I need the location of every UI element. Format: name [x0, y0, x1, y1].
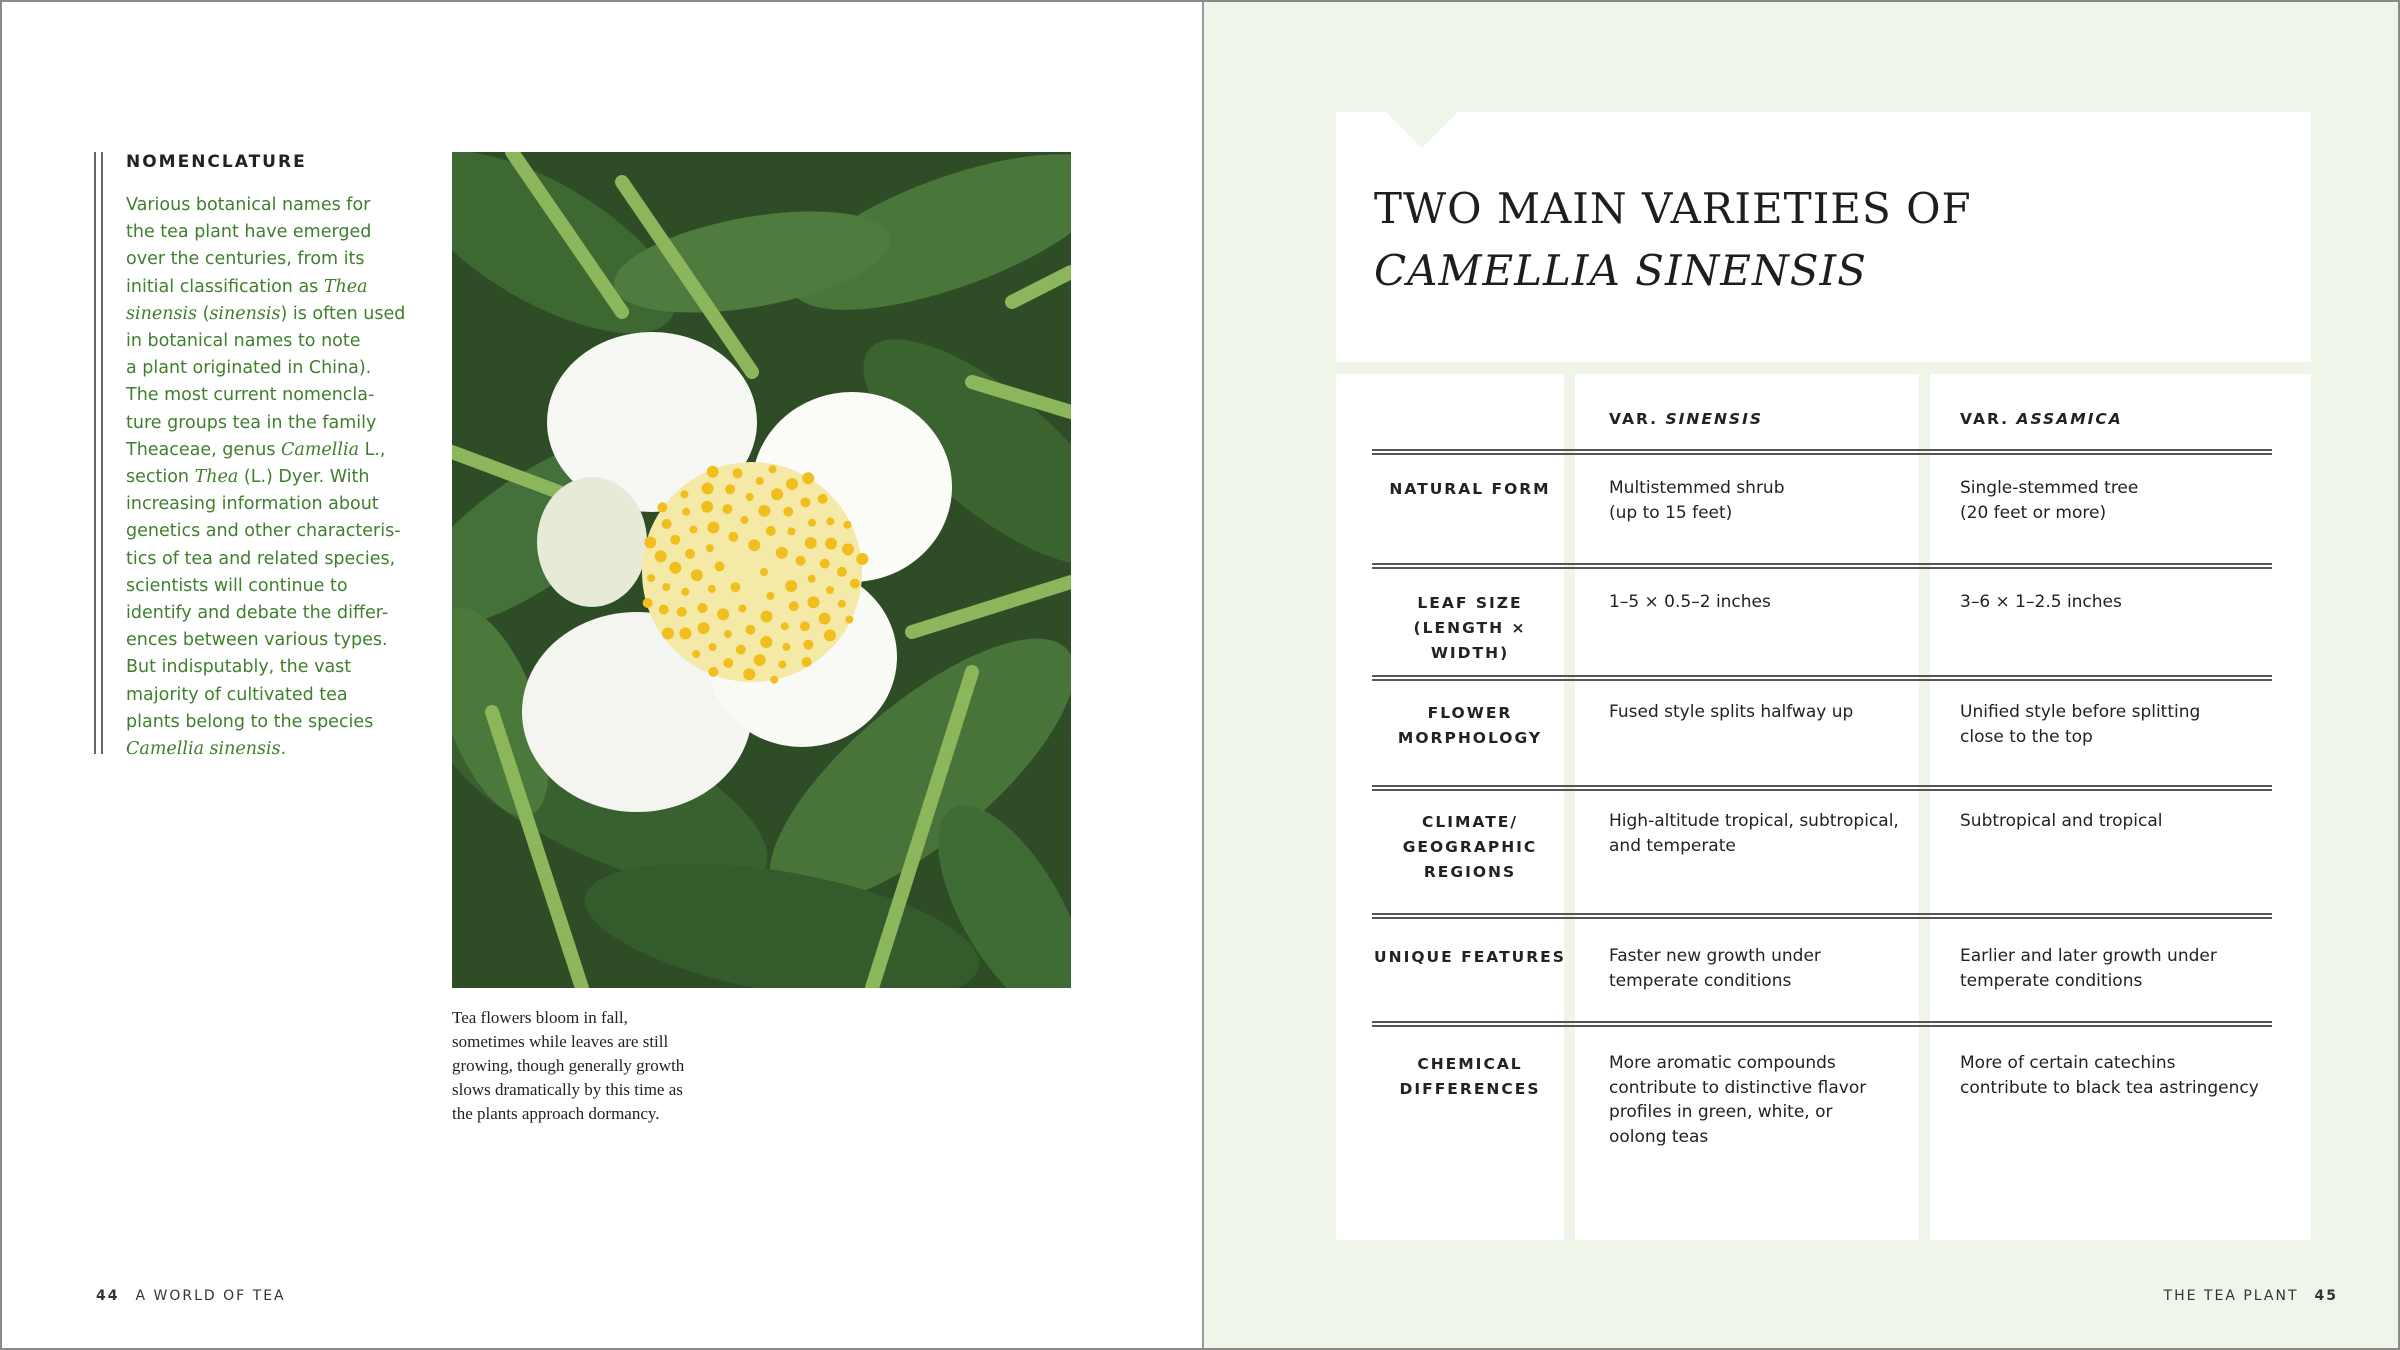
- stamen-dot: [808, 575, 816, 583]
- stamen-dot: [691, 569, 703, 581]
- stamen-dot: [776, 547, 788, 559]
- col-header-prefix: VAR.: [1960, 410, 2017, 428]
- stamen-dot: [717, 608, 729, 620]
- cell-line: contribute to black tea astringency: [1960, 1077, 2259, 1098]
- stamen-dot: [805, 537, 817, 549]
- row-label-line: CHEMICAL: [1417, 1055, 1523, 1073]
- photo-caption: [452, 1006, 752, 1126]
- sidebar-line: [126, 192, 416, 219]
- stamen-dot: [662, 627, 674, 639]
- row-label: [1372, 591, 1568, 666]
- caption-line: slows dramatically by this time as: [452, 1080, 683, 1099]
- stamen-dot: [787, 527, 795, 535]
- stamen-dot: [745, 625, 755, 635]
- stamen-dot: [709, 643, 717, 651]
- cell-sinensis: [1609, 590, 1909, 615]
- stamen-dot: [781, 622, 789, 630]
- stamen-dot: [802, 657, 812, 667]
- sidebar-text: genetics and other characteris-: [126, 521, 401, 542]
- sidebar-line: [126, 355, 416, 382]
- sidebar-text: initial classification as: [126, 276, 324, 297]
- stamen-dot: [771, 488, 783, 500]
- sidebar-text: scientists will continue to: [126, 575, 348, 596]
- sidebar-line: [126, 437, 416, 464]
- cell-assamica: [1960, 700, 2270, 749]
- stamen-dot: [778, 661, 786, 669]
- title-line-2: CAMELLIA SINENSIS: [1374, 246, 1867, 295]
- row-label-line: LEAF SIZE: [1417, 594, 1523, 612]
- row-label: [1372, 945, 1568, 970]
- stamen-dot: [736, 645, 746, 655]
- stamen-dot: [708, 667, 718, 677]
- cell-line: temperate conditions: [1960, 970, 2143, 991]
- stamen-dot: [738, 605, 746, 613]
- stamen-dot: [723, 658, 733, 668]
- sidebar-line: [126, 682, 416, 709]
- stamen-dot: [754, 654, 766, 666]
- sidebar-text: The most current nomencla-: [126, 385, 375, 406]
- sidebar-text: increasing information about: [126, 494, 379, 515]
- stamen-dot: [826, 517, 834, 525]
- stamen-dot: [760, 636, 772, 648]
- stamen-dot: [707, 522, 719, 534]
- stamen-dot: [770, 676, 778, 684]
- stamen-dot: [825, 538, 837, 550]
- sidebar-text: (: [197, 303, 210, 324]
- stamen-dot: [725, 484, 735, 494]
- row-label: [1372, 810, 1568, 885]
- stamen-dot: [698, 603, 708, 613]
- stamen-dot: [662, 519, 672, 529]
- cell-line: More of certain catechins: [1960, 1053, 2176, 1073]
- stamen-dot: [766, 592, 774, 600]
- sidebar-line: [126, 546, 416, 573]
- cell-assamica: [1960, 590, 2270, 615]
- row-rule: [1372, 913, 2272, 919]
- sidebar-line: [126, 301, 416, 328]
- cell-line: Faster new growth under: [1609, 946, 1821, 966]
- stamen-dot: [743, 668, 755, 680]
- stamen-dot: [818, 494, 828, 504]
- sidebar-italic: Thea: [323, 276, 368, 297]
- left-page: [2, 2, 1202, 1348]
- cell-line: Multistemmed shrub: [1609, 478, 1785, 498]
- cell-sinensis: [1609, 809, 1909, 858]
- cell-line: Subtropical and tropical: [1960, 811, 2163, 831]
- sidebar-italic: Camellia: [281, 439, 360, 460]
- stamen-dot: [796, 556, 806, 566]
- stamen-dot: [707, 466, 719, 478]
- sidebar-text: ences between various types.: [126, 630, 388, 651]
- stamen-dot: [724, 630, 732, 638]
- sidebar-text: Theaceae, genus: [126, 439, 282, 460]
- sidebar-line: [126, 654, 416, 681]
- row-label: [1372, 1052, 1568, 1102]
- stamen-dot: [789, 601, 799, 611]
- cell-assamica: [1960, 944, 2270, 993]
- stamen-dot: [769, 465, 777, 473]
- sidebar-text: .: [280, 739, 287, 760]
- right-folio: [2164, 1288, 2338, 1304]
- stamen-dot: [783, 507, 793, 517]
- sidebar-text: majority of cultivated tea: [126, 684, 348, 705]
- stamen-dot: [843, 521, 851, 529]
- sidebar-line: [126, 573, 416, 600]
- tea-flower-photo: [452, 152, 1071, 988]
- stamen-dot: [655, 550, 667, 562]
- sidebar-line: [126, 328, 416, 355]
- stamen-dot: [760, 568, 768, 576]
- stamen-dot: [824, 629, 836, 641]
- cell-line: temperate conditions: [1609, 970, 1792, 991]
- sidebar-italic: sinensis: [126, 303, 198, 324]
- cell-line: close to the top: [1960, 726, 2093, 747]
- stamen-dot: [669, 562, 681, 574]
- cell-line: and temperate: [1609, 835, 1736, 856]
- row-rule: [1372, 675, 2272, 681]
- stamen-dot: [820, 559, 830, 569]
- cell-line: Unified style before splitting: [1960, 702, 2201, 722]
- stamen-dot: [758, 505, 770, 517]
- sidebar-line: [126, 219, 416, 246]
- sidebar-text: Various botanical names for: [126, 195, 371, 215]
- caption-line: growing, though generally growth: [452, 1056, 685, 1075]
- sidebar-text: ) is often used: [280, 303, 406, 324]
- running-head-left: A WORLD OF TEA: [135, 1288, 286, 1304]
- stamen-dot: [657, 502, 667, 512]
- stamen-dot: [766, 526, 776, 536]
- tea-flower-illustration: [452, 152, 1071, 988]
- sidebar-line: [126, 246, 416, 273]
- col-header-sinensis: [1609, 410, 1763, 428]
- page-title: [1374, 178, 1972, 302]
- row-label-line: CLIMATE/: [1421, 813, 1519, 831]
- running-head-right: THE TEA PLANT: [2163, 1288, 2299, 1304]
- sidebar-text: identify and debate the differ-: [126, 603, 389, 624]
- row-label-line: GEOGRAPHIC: [1402, 838, 1538, 856]
- stamen-dot: [715, 561, 725, 571]
- stamen-dot: [761, 611, 773, 623]
- sidebar-line: [126, 410, 416, 437]
- cell-line: More aromatic compounds: [1609, 1053, 1836, 1073]
- row-rule: [1372, 785, 2272, 791]
- stamen-dot: [692, 650, 700, 658]
- sidebar-text: in botanical names to note: [126, 331, 361, 352]
- stamen-dot: [842, 543, 854, 555]
- cell-line: oolong teas: [1609, 1126, 1709, 1147]
- stamen-dot: [685, 549, 695, 559]
- sidebar-line: [126, 491, 416, 518]
- row-label: [1372, 701, 1568, 751]
- caption-line: Tea flowers bloom in fall,: [452, 1008, 628, 1027]
- cell-assamica: [1960, 476, 2270, 525]
- caption-line: sometimes while leaves are still: [452, 1032, 669, 1051]
- right-page: [1202, 2, 2398, 1348]
- sidebar-line: [126, 382, 416, 409]
- cell-line: contribute to distinctive flavor: [1609, 1077, 1867, 1098]
- stamen-dot: [803, 640, 813, 650]
- stamen-dot: [698, 622, 710, 634]
- row-label-line: UNIQUE FEATURES: [1374, 948, 1566, 966]
- stamen-dot: [856, 553, 868, 565]
- stamen-dot: [845, 616, 853, 624]
- sidebar-line: [126, 600, 416, 627]
- cell-sinensis: [1609, 476, 1909, 525]
- row-label-line: NATURAL FORM: [1389, 480, 1551, 498]
- sidebar-text: plants belong to the species: [126, 711, 374, 732]
- title-line-1: TWO MAIN VARIETIES OF: [1374, 184, 1972, 233]
- cell-line: profiles in green, white, or: [1609, 1102, 1833, 1122]
- stamen-dot: [662, 583, 670, 591]
- cell-line: (up to 15 feet): [1609, 502, 1733, 523]
- sidebar-heading: NOMENCLATURE: [126, 152, 307, 172]
- stamen-dot: [706, 544, 714, 552]
- sidebar-text: But indisputably, the vast: [126, 657, 352, 678]
- title-box: [1336, 112, 2311, 362]
- stamen-dot: [785, 580, 797, 592]
- stamen-dot: [837, 567, 847, 577]
- stamen-dot: [800, 497, 810, 507]
- stamen-dot: [746, 493, 754, 501]
- stamen-dot: [722, 504, 732, 514]
- stamen-dot: [741, 516, 749, 524]
- sidebar-line: [126, 464, 416, 491]
- stamen-dot: [730, 582, 740, 592]
- stamen-dot: [850, 579, 860, 589]
- col-header-prefix: VAR.: [1609, 410, 1666, 428]
- caption-line: the plants approach dormancy.: [452, 1104, 660, 1123]
- sidebar-body: [126, 192, 416, 763]
- stamen-dot: [647, 574, 655, 582]
- stamen-dot: [808, 519, 816, 527]
- stamen-dot: [756, 477, 764, 485]
- left-folio: [96, 1288, 286, 1304]
- stamen-dot: [748, 539, 760, 551]
- sidebar-italic: sinensis: [209, 303, 281, 324]
- nomenclature-sidebar: [94, 152, 414, 760]
- page-number-right: 45: [2314, 1288, 2338, 1304]
- row-rule: [1372, 1021, 2272, 1027]
- cell-line: High-altitude tropical, subtropical,: [1609, 811, 1899, 831]
- stamen-dot: [643, 598, 653, 608]
- cell-sinensis: [1609, 700, 1909, 725]
- row-label-line: FLOWER: [1427, 704, 1513, 722]
- varieties-table: [1372, 374, 2272, 1240]
- sidebar-text: L.,: [359, 439, 386, 460]
- stamen-dot: [819, 613, 831, 625]
- title-notch: [1386, 112, 1458, 148]
- row-label-line: REGIONS: [1423, 863, 1517, 881]
- row-rule: [1372, 449, 2272, 455]
- cell-assamica: [1960, 1051, 2270, 1100]
- stamen-dot: [702, 482, 714, 494]
- sidebar-text: section: [126, 467, 195, 488]
- stamen-dot: [782, 643, 790, 651]
- row-label-line: DIFFERENCES: [1399, 1080, 1541, 1098]
- sidebar-line: [126, 518, 416, 545]
- sidebar-text: tics of tea and related species,: [126, 548, 396, 569]
- cell-line: (20 feet or more): [1960, 502, 2107, 523]
- cell-assamica: [1960, 809, 2270, 834]
- sidebar-text: (L.) Dyer. With: [238, 467, 370, 488]
- cell-sinensis: [1609, 1051, 1909, 1149]
- stamen-dot: [826, 586, 834, 594]
- sidebar-line: [126, 736, 416, 763]
- cell-line: Fused style splits halfway up: [1609, 702, 1854, 722]
- row-label-line: MORPHOLOGY: [1397, 729, 1543, 747]
- stamen-dot: [708, 585, 716, 593]
- stamen-dot: [838, 600, 846, 608]
- cell-line: Single-stemmed tree: [1960, 478, 2139, 498]
- sidebar-text: a plant originated in China).: [126, 358, 372, 379]
- stamen-dot: [786, 478, 798, 490]
- sidebar-text: over the centuries, from its: [126, 249, 365, 270]
- col-header-name: ASSAMICA: [2016, 410, 2123, 428]
- stamen-dot: [680, 490, 688, 498]
- stamen-dot: [689, 526, 697, 534]
- sidebar-text: ture groups tea in the family: [126, 412, 377, 433]
- sidebar-italic: Camellia sinensis: [126, 739, 281, 760]
- cell-sinensis: [1609, 944, 1909, 993]
- sidebar-line: [126, 274, 416, 301]
- sidebar-text: the tea plant have emerged: [126, 222, 372, 243]
- stamen-dot: [681, 588, 689, 596]
- stamen-dot: [733, 468, 743, 478]
- stamen-dot: [728, 532, 738, 542]
- sidebar-line: [126, 709, 416, 736]
- stamen-dot: [644, 536, 656, 548]
- cell-line: Earlier and later growth under: [1960, 946, 2217, 966]
- col-header-name: SINENSIS: [1665, 410, 1764, 428]
- stamen-dot: [679, 627, 691, 639]
- row-rule: [1372, 563, 2272, 569]
- row-label: [1372, 477, 1568, 502]
- stamen-dot: [659, 605, 669, 615]
- cell-line: 3–6 × 1–2.5 inches: [1960, 592, 2122, 612]
- stamen-dot: [670, 535, 680, 545]
- cell-line: 1–5 × 0.5–2 inches: [1609, 592, 1771, 612]
- sidebar-line: [126, 627, 416, 654]
- stamen-dot: [701, 501, 713, 513]
- stamen-dot: [677, 607, 687, 617]
- stamen-dot: [682, 508, 690, 516]
- stamen-dot: [800, 621, 810, 631]
- col-header-assamica: [1960, 410, 2123, 428]
- sidebar-italic: Thea: [194, 467, 239, 488]
- stamen-dot: [808, 596, 820, 608]
- page-number-left: 44: [96, 1288, 120, 1304]
- stamen-dot: [802, 472, 814, 484]
- row-label-line: (LENGTH × WIDTH): [1413, 619, 1527, 662]
